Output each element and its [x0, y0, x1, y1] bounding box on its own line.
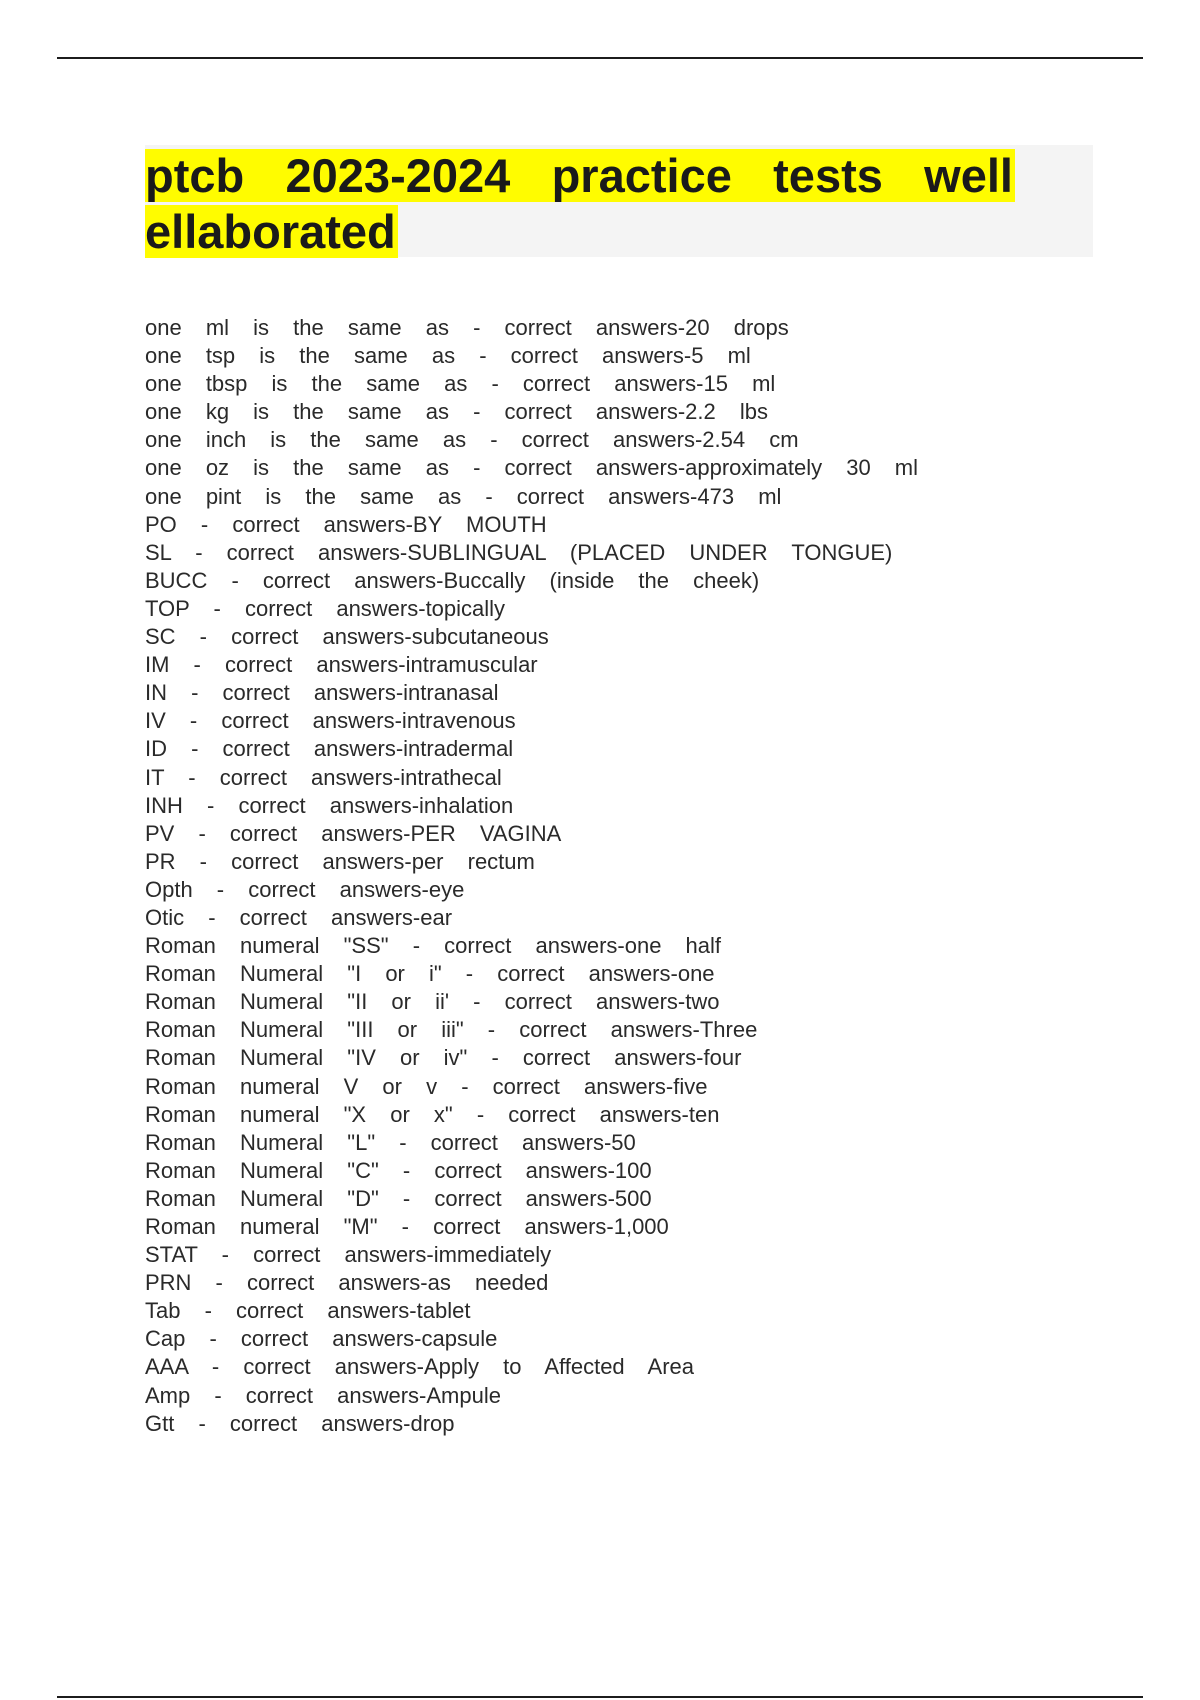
flashcard-line: Opth - correct answers-eye [145, 876, 465, 902]
flashcard-line: one kg is the same as - correct answers-2.2 lbs [145, 399, 768, 425]
flashcard-line: Tab - correct answers-tablet [145, 1298, 471, 1324]
flashcard-line: one ml is the same as - correct answers-20 drops [145, 315, 789, 340]
flashcard-line: SL - correct answers-SUBLINGUAL (PLACED UNDER TONGUE) [145, 539, 893, 565]
flashcard-line: Roman numeral V or v - correct answers-five [145, 1073, 708, 1099]
flashcard-line: Roman Numeral "D" - correct answers-500 [145, 1185, 652, 1211]
flashcard-line: Cap - correct answers-capsule [145, 1326, 498, 1352]
flashcard-line: PRN - correct answers-as needed [145, 1270, 549, 1296]
flashcard-line: IV - correct answers-intravenous [145, 708, 516, 734]
flashcard-list [145, 314, 1045, 1438]
flashcard-line: Roman Numeral "III or iii" - correct answers-Three [145, 1017, 758, 1043]
flashcard-line: Roman Numeral "L" - correct answers-50 [145, 1129, 636, 1155]
flashcard-line: SC - correct answers-subcutaneous [145, 624, 549, 650]
flashcard-line: AAA - correct answers-Apply to Affected Area [145, 1354, 695, 1380]
flashcard-line: IM - correct answers-intramuscular [145, 652, 538, 678]
flashcard-line: Roman Numeral "IV or iv" - correct answers-four [145, 1045, 742, 1071]
flashcard-line: IT - correct answers-intrathecal [145, 764, 502, 790]
flashcard-line: one tsp is the same as - correct answers-5 ml [145, 343, 751, 369]
flashcard-line: one pint is the same as - correct answers-473 ml [145, 483, 782, 509]
flashcard-line: BUCC - correct answers-Buccally (inside the cheek) [145, 567, 760, 593]
flashcard-line: Amp - correct answers-Ampule [145, 1382, 501, 1408]
document-title-text: ptcb 2023-2024 practice tests well ellaborated [145, 149, 1013, 258]
flashcard-line: STAT - correct answers-immediately [145, 1242, 552, 1268]
flashcard-line: IN - correct answers-intranasal [145, 680, 499, 706]
flashcard-line: one inch is the same as - correct answers-2.54 cm [145, 427, 799, 453]
flashcard-line: Roman numeral "SS" - correct answers-one half [145, 933, 722, 959]
flashcard-line: TOP - correct answers-topically [145, 595, 506, 621]
flashcard-line: Otic - correct answers-ear [145, 904, 453, 930]
flashcard-line: Roman Numeral "I or i" - correct answers-one [145, 961, 715, 987]
top-divider [57, 57, 1143, 59]
flashcard-line: PV - correct answers-PER VAGINA [145, 820, 562, 846]
flashcard-line: INH - correct answers-inhalation [145, 792, 514, 818]
flashcard-line: PO - correct answers-BY MOUTH [145, 511, 547, 537]
flashcard-line: ID - correct answers-intradermal [145, 736, 514, 762]
document-title [145, 148, 1015, 260]
flashcard-line: Gtt - correct answers-drop [145, 1410, 455, 1436]
flashcard-line: one oz is the same as - correct answers-approximately 30 ml [145, 455, 919, 481]
flashcard-line: Roman numeral "M" - correct answers-1,000 [145, 1214, 669, 1239]
flashcard-line: Roman Numeral "II or ii' - correct answers-two [145, 989, 720, 1015]
flashcard-line: Roman numeral "X or x" - correct answers-ten [145, 1101, 720, 1127]
bottom-divider [57, 1696, 1143, 1698]
flashcard-line: Roman Numeral "C" - correct answers-100 [145, 1157, 652, 1183]
flashcard-line: one tbsp is the same as - correct answers-15 ml [145, 371, 776, 397]
flashcard-line: PR - correct answers-per rectum [145, 848, 535, 874]
